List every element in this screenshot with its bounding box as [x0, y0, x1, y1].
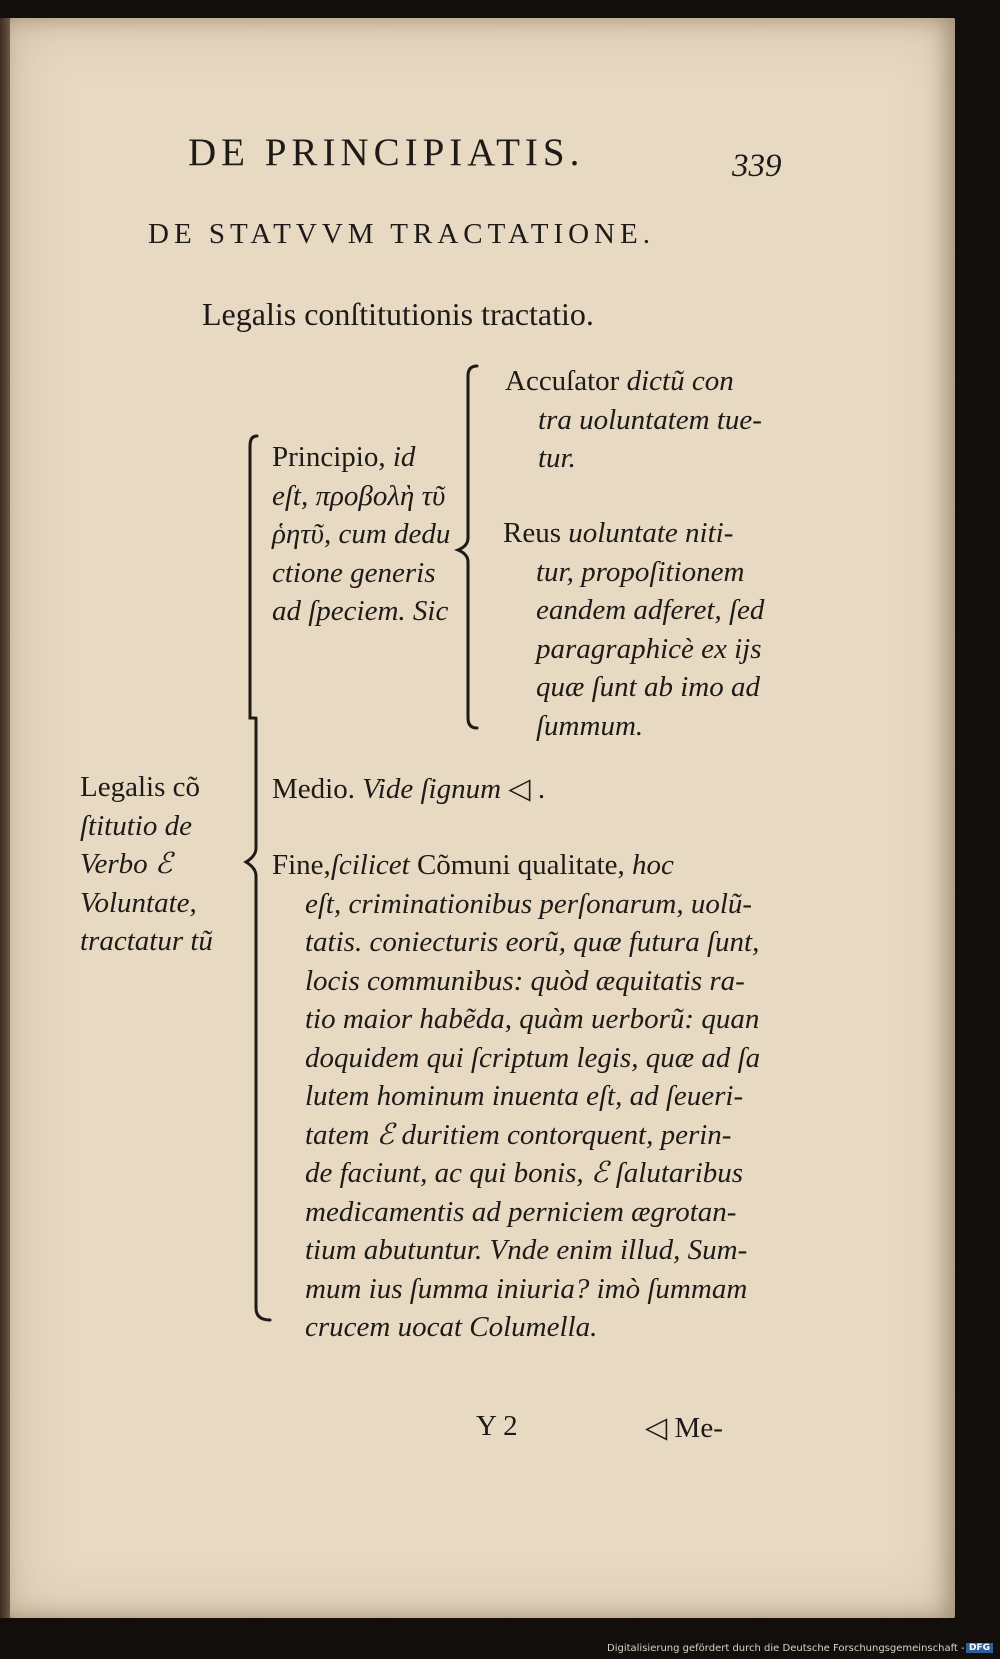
- principio-line: id: [392, 441, 416, 473]
- reus-line: ſummum.: [536, 709, 644, 742]
- legalis-line: ſtitutio de: [80, 809, 192, 842]
- legalis-line: Verbo ℰ: [80, 848, 173, 880]
- fine-line: de faciunt, ac qui bonis, ℰ ſalutaribus: [305, 1157, 744, 1189]
- reus-line: quæ ſunt ab imo ad: [536, 671, 760, 703]
- principio-line: ad ſpeciem. Sic: [272, 595, 449, 627]
- principio-line: ῥητῦ, cum dedu: [272, 518, 451, 550]
- fine-line: crucem uocat Columella.: [305, 1311, 598, 1343]
- legalis-line: Voluntate,: [80, 886, 197, 919]
- fine-line: medicamentis ad perniciem ægrotan-: [305, 1195, 737, 1228]
- brace-lines: [10, 18, 955, 1618]
- medio-text: Vide ſignum: [362, 773, 502, 805]
- accusator-line: tra uoluntatem tue-: [538, 403, 762, 436]
- legalis-line: Legalis cõ: [80, 771, 200, 803]
- dfg-logo: DFG: [966, 1643, 993, 1653]
- fine-line: eſt, criminationibus perſonarum, uolũ-: [305, 887, 753, 920]
- section-title: DE STATVVM TRACTATIONE.: [148, 218, 655, 250]
- accusator-line: dictũ con: [626, 365, 734, 397]
- digitization-note: Digitalisierung gefördert durch die Deutsche Forschungsgemeinschaft -: [607, 1643, 965, 1654]
- fine-line: tium abutuntur. Vnde enim illud, Sum-: [305, 1234, 748, 1266]
- reus-line: tur, propoſitionem: [536, 555, 745, 588]
- book-page: [10, 18, 955, 1618]
- legalis-line: tractatur tũ: [80, 925, 213, 957]
- reus-term: Reus: [503, 517, 561, 549]
- reus-line: paragraphicè ex ijs: [536, 632, 762, 665]
- fine-communi: Cõmuni qualitate,: [416, 849, 625, 881]
- fine-line: tatem ℰ duritiem contorquent, perin-: [305, 1118, 732, 1151]
- principio-line: eſt, προβολὴ τῦ: [272, 479, 446, 512]
- brace-main: [246, 718, 270, 1320]
- medio-symbol: ◁ .: [508, 773, 546, 805]
- principio-term: Principio,: [272, 441, 386, 473]
- fine-scilicet: ſcilicet: [330, 849, 410, 881]
- brace-accusator-reus: [458, 366, 477, 728]
- fine-hoc: hoc: [632, 849, 674, 881]
- fine-line: lutem hominum inuenta eſt, ad ſeueri-: [305, 1080, 744, 1112]
- accusator-term: Accuſator: [505, 365, 620, 397]
- fine-line: mum ius ſumma iniuria? imò ſummam: [305, 1272, 748, 1305]
- fine-line: tatis. coniecturis eorũ, quæ futura ſunt,: [305, 926, 760, 958]
- fine-term: Fine,: [272, 849, 331, 881]
- brace-principio: [250, 436, 257, 718]
- fine-line: doquidem qui ſcriptum legis, quæ ad ſa: [305, 1041, 761, 1074]
- signature-mark: Y 2: [476, 1410, 518, 1442]
- accusator-line: tur.: [538, 442, 576, 474]
- catchword: ◁ Me-: [645, 1412, 723, 1444]
- reus-line: eandem adferet, ſed: [536, 594, 765, 626]
- fine-line: tio maior habẽda, quàm uerborũ: quan: [305, 1003, 760, 1035]
- page-number: 339: [732, 148, 782, 184]
- subsection-title: Legalis conſtitutionis tractatio.: [202, 296, 594, 332]
- reus-line: uoluntate niti-: [568, 517, 734, 549]
- running-title: DE PRINCIPIATIS.: [188, 131, 585, 174]
- principio-line: ctione generis: [272, 556, 436, 589]
- fine-line: locis communibus: quòd æquitatis ra-: [305, 964, 745, 997]
- medio-term: Medio.: [272, 773, 355, 805]
